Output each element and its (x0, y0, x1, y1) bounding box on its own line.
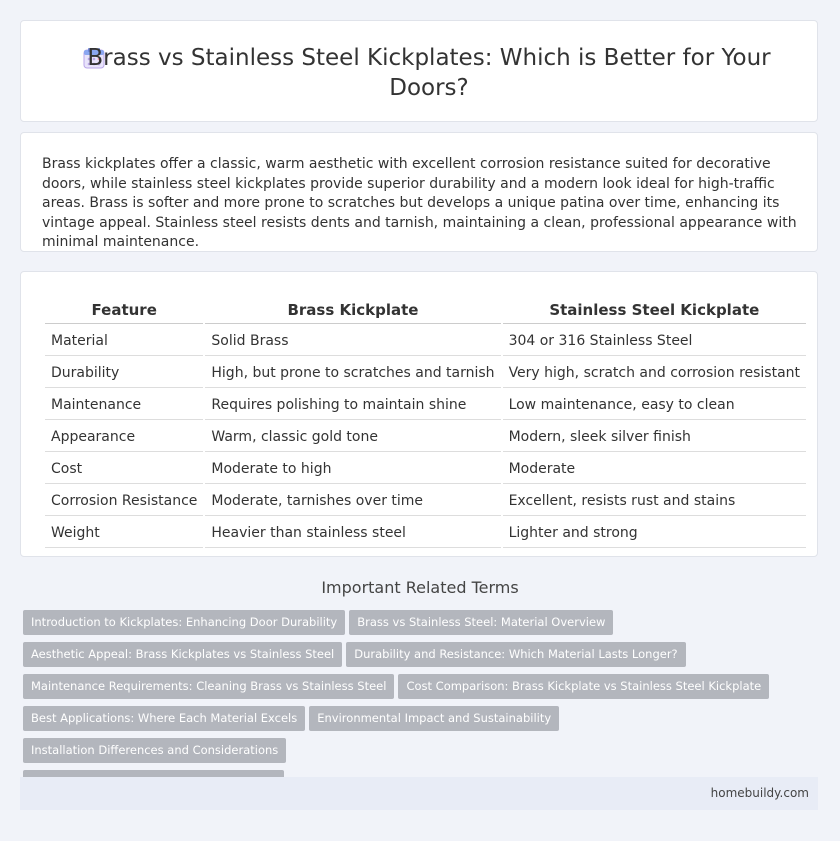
comparison-table (43, 296, 808, 550)
table-cell: Material (45, 326, 203, 356)
table-row (45, 486, 806, 516)
related-tag[interactable]: Brass vs Stainless Steel: Material Overview (349, 610, 613, 635)
table-cell: Cost (45, 454, 203, 484)
table-cell: Appearance (45, 422, 203, 452)
table-cell: Durability (45, 358, 203, 388)
related-tag[interactable]: Best Applications: Where Each Material Excels (23, 706, 305, 731)
related-tag[interactable]: Installation Differences and Considerations (23, 738, 286, 763)
table-cell: 304 or 316 Stainless Steel (503, 326, 806, 356)
table-cell: Lighter and strong (503, 518, 806, 548)
related-terms-heading: Important Related Terms (321, 578, 519, 597)
title-card (20, 20, 818, 122)
summary-card (20, 132, 818, 252)
related-tag[interactable]: Maintenance Requirements: Cleaning Brass vs Stainless Steel (23, 674, 394, 699)
related-tag[interactable]: Environmental Impact and Sustainability (309, 706, 559, 731)
table-cell: Very high, scratch and corrosion resistant (503, 358, 806, 388)
header-stainless: Stainless Steel Kickplate (503, 298, 806, 324)
table-cell: Moderate (503, 454, 806, 484)
table-cell: Corrosion Resistance (45, 486, 203, 516)
footer (20, 777, 818, 810)
table-cell: Requires polishing to maintain shine (205, 390, 500, 420)
table-cell: Warm, classic gold tone (205, 422, 500, 452)
table-row (45, 326, 806, 356)
table-cell: Low maintenance, easy to clean (503, 390, 806, 420)
table-row (45, 390, 806, 420)
table-cell: Maintenance (45, 390, 203, 420)
table-row (45, 422, 806, 452)
header-brass: Brass Kickplate (205, 298, 500, 324)
table-cell: Moderate, tarnishes over time (205, 486, 500, 516)
related-tag[interactable]: Introduction to Kickplates: Enhancing Door Durability (23, 610, 345, 635)
related-terms-list (23, 610, 813, 802)
table-header-row (45, 298, 806, 324)
table-cell: Moderate to high (205, 454, 500, 484)
table-row (45, 518, 806, 548)
page-title: Brass vs Stainless Steel Kickplates: Which is Better for Your Doors? (87, 45, 771, 101)
table-cell: Solid Brass (205, 326, 500, 356)
table-row (45, 454, 806, 484)
footer-site-link[interactable]: homebuildy.com (710, 786, 809, 800)
summary-text: Brass kickplates offer a classic, warm aesthetic with excellent corrosion resistance suited for decorative doors, while stainless steel kickplates provide superior durability and a modern look ideal for high-traffic areas. Brass is softer and more prone to scratches but develops a unique patina over time, enhancing its vintage appeal. Stainless steel resists dents and tarnish, maintaining a clean, professional appearance with minimal maintenance. (42, 156, 797, 250)
table-cell: Excellent, resists rust and stains (503, 486, 806, 516)
related-tag[interactable]: Durability and Resistance: Which Material Lasts Longer? (346, 642, 685, 667)
table-cell: Heavier than stainless steel (205, 518, 500, 548)
table-cell: Weight (45, 518, 203, 548)
related-tag[interactable]: Aesthetic Appeal: Brass Kickplates vs Stainless Steel (23, 642, 342, 667)
comparison-card (20, 271, 818, 557)
table-cell: High, but prone to scratches and tarnish (205, 358, 500, 388)
related-tag[interactable]: Cost Comparison: Brass Kickplate vs Stainless Steel Kickplate (398, 674, 769, 699)
table-cell: Modern, sleek silver finish (503, 422, 806, 452)
header-feature: Feature (45, 298, 203, 324)
table-row (45, 358, 806, 388)
